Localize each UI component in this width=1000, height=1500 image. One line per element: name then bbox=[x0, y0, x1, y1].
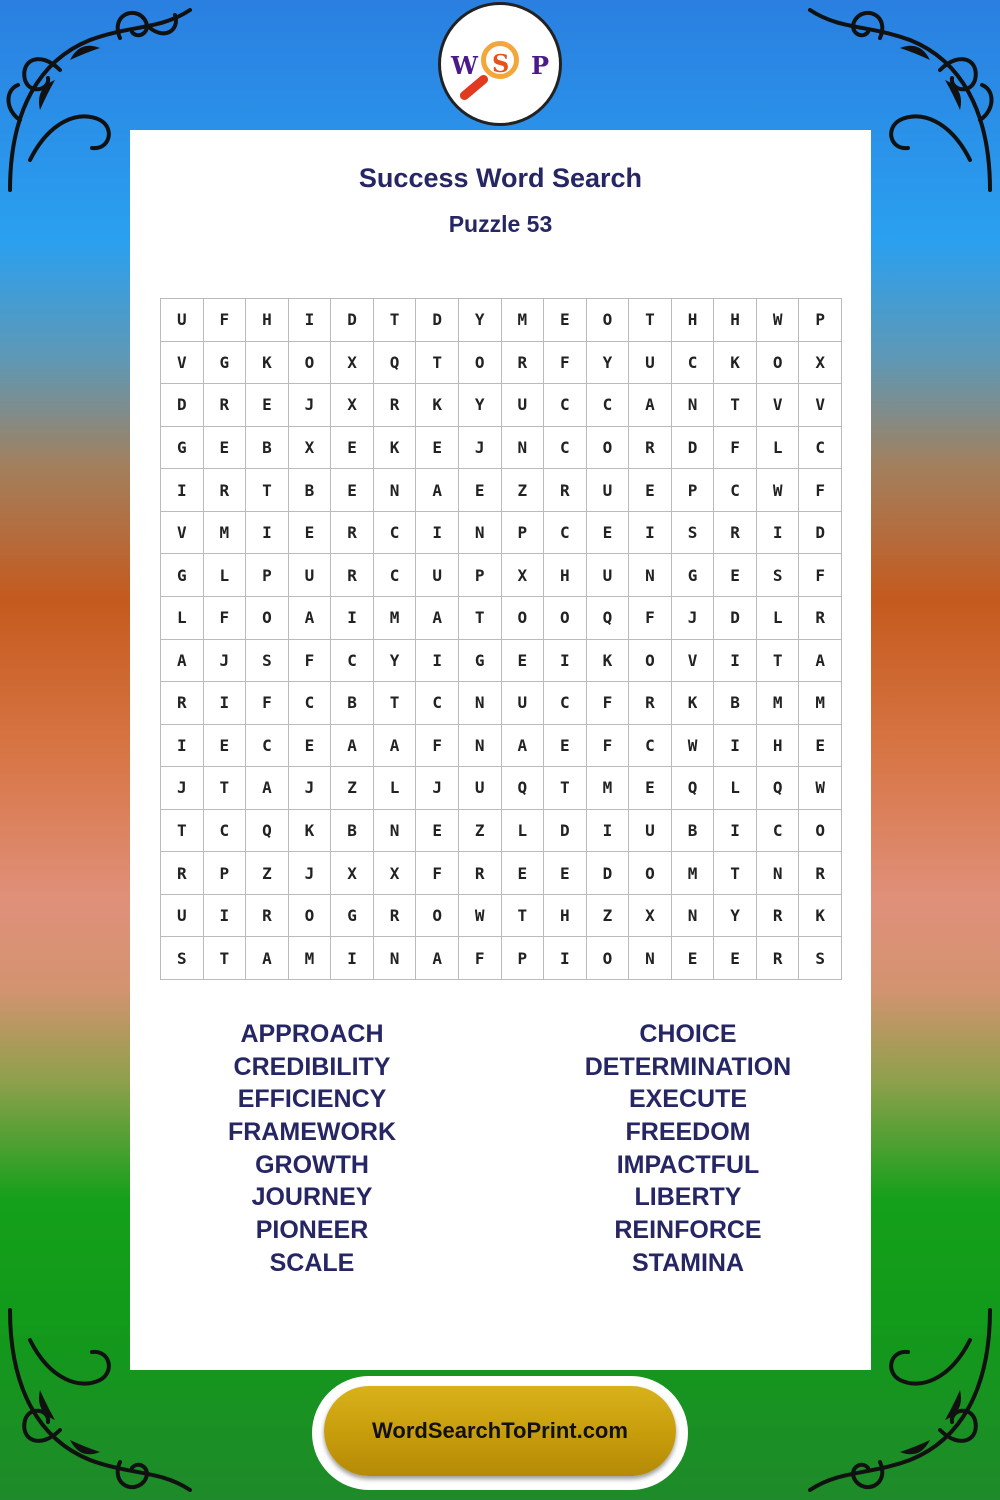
grid-cell[interactable]: C bbox=[544, 512, 587, 555]
grid-cell[interactable]: E bbox=[587, 512, 630, 555]
site-banner bbox=[312, 1376, 688, 1490]
grid-cell[interactable]: R bbox=[204, 384, 247, 427]
grid-cell[interactable]: U bbox=[289, 554, 332, 597]
grid-cell[interactable]: D bbox=[587, 852, 630, 895]
grid-cell[interactable]: B bbox=[331, 682, 374, 725]
grid-cell[interactable]: O bbox=[502, 597, 545, 640]
grid-cell[interactable]: R bbox=[502, 342, 545, 385]
grid-cell[interactable]: H bbox=[757, 725, 800, 768]
grid-cell[interactable]: R bbox=[714, 512, 757, 555]
grid-cell[interactable]: T bbox=[757, 640, 800, 683]
grid-cell[interactable]: U bbox=[587, 469, 630, 512]
grid-cell[interactable]: N bbox=[459, 725, 502, 768]
grid-cell[interactable]: S bbox=[757, 554, 800, 597]
grid-cell[interactable]: N bbox=[459, 512, 502, 555]
grid-cell[interactable]: R bbox=[204, 469, 247, 512]
grid-cell[interactable]: F bbox=[246, 682, 289, 725]
grid-cell[interactable]: N bbox=[672, 384, 715, 427]
grid-cell[interactable]: O bbox=[799, 810, 842, 853]
grid-cell[interactable]: A bbox=[161, 640, 204, 683]
grid-cell[interactable]: H bbox=[672, 299, 715, 342]
grid-cell[interactable]: P bbox=[204, 852, 247, 895]
grid-cell[interactable]: R bbox=[629, 682, 672, 725]
page-title: Success Word Search bbox=[358, 163, 643, 193]
grid-cell[interactable]: G bbox=[331, 895, 374, 938]
grid-cell[interactable]: U bbox=[502, 384, 545, 427]
grid-cell[interactable]: E bbox=[331, 469, 374, 512]
grid-cell[interactable]: I bbox=[714, 725, 757, 768]
grid-cell[interactable]: E bbox=[502, 640, 545, 683]
grid-cell[interactable]: N bbox=[459, 682, 502, 725]
grid-cell[interactable]: C bbox=[374, 554, 417, 597]
grid-cell[interactable]: R bbox=[757, 895, 800, 938]
word-list-item: CHOICE bbox=[639, 1020, 737, 1048]
grid-cell[interactable]: M bbox=[204, 512, 247, 555]
grid-cell[interactable]: X bbox=[331, 384, 374, 427]
grid-cell[interactable]: R bbox=[757, 937, 800, 980]
word-list-item: CREDIBILITY bbox=[233, 1052, 391, 1081]
grid-cell[interactable]: E bbox=[502, 852, 545, 895]
grid-cell[interactable]: T bbox=[502, 895, 545, 938]
grid-cell[interactable]: D bbox=[799, 512, 842, 555]
grid-cell[interactable]: A bbox=[246, 937, 289, 980]
grid-cell[interactable]: J bbox=[289, 767, 332, 810]
grid-cell[interactable]: I bbox=[416, 512, 459, 555]
grid-cell[interactable]: W bbox=[799, 767, 842, 810]
grid-cell[interactable]: E bbox=[629, 469, 672, 512]
grid-cell[interactable]: O bbox=[416, 895, 459, 938]
grid-cell[interactable]: R bbox=[544, 469, 587, 512]
grid-cell[interactable]: Q bbox=[757, 767, 800, 810]
grid-cell[interactable]: C bbox=[246, 725, 289, 768]
grid-cell[interactable]: T bbox=[416, 342, 459, 385]
grid-cell[interactable]: P bbox=[246, 554, 289, 597]
grid-cell[interactable]: I bbox=[714, 640, 757, 683]
grid-cell[interactable]: I bbox=[246, 512, 289, 555]
grid-cell[interactable]: J bbox=[672, 597, 715, 640]
grid-cell[interactable]: T bbox=[374, 682, 417, 725]
letter-grid[interactable] bbox=[160, 298, 842, 980]
word-list-item: FREEDOM bbox=[625, 1118, 751, 1147]
logo-letter-w: W bbox=[451, 51, 478, 80]
grid-cell[interactable]: U bbox=[161, 895, 204, 938]
grid-cell[interactable]: D bbox=[672, 427, 715, 470]
grid-cell[interactable]: K bbox=[714, 342, 757, 385]
logo-letter-p: P bbox=[531, 51, 550, 80]
grid-cell[interactable]: F bbox=[416, 725, 459, 768]
grid-cell[interactable]: O bbox=[459, 342, 502, 385]
grid-cell[interactable]: I bbox=[331, 597, 374, 640]
grid-cell[interactable]: E bbox=[544, 852, 587, 895]
grid-cell[interactable]: A bbox=[416, 937, 459, 980]
grid-cell[interactable]: O bbox=[587, 299, 630, 342]
grid-cell[interactable]: E bbox=[204, 725, 247, 768]
word-list-item: IMPACTFUL bbox=[616, 1150, 760, 1179]
grid-cell[interactable]: R bbox=[331, 512, 374, 555]
grid-cell[interactable]: Z bbox=[246, 852, 289, 895]
word-list-right bbox=[538, 1018, 838, 1280]
grid-cell[interactable]: K bbox=[416, 384, 459, 427]
grid-cell[interactable]: F bbox=[714, 427, 757, 470]
grid-cell[interactable]: V bbox=[161, 512, 204, 555]
grid-cell[interactable]: G bbox=[459, 640, 502, 683]
grid-cell[interactable]: L bbox=[374, 767, 417, 810]
grid-cell[interactable]: E bbox=[204, 427, 247, 470]
grid-cell[interactable]: F bbox=[629, 597, 672, 640]
grid-cell[interactable]: L bbox=[757, 427, 800, 470]
grid-cell[interactable]: R bbox=[459, 852, 502, 895]
grid-cell[interactable]: D bbox=[544, 810, 587, 853]
grid-cell[interactable]: T bbox=[161, 810, 204, 853]
grid-cell[interactable]: N bbox=[629, 937, 672, 980]
grid-cell[interactable]: X bbox=[289, 427, 332, 470]
grid-cell[interactable]: O bbox=[289, 895, 332, 938]
grid-cell[interactable]: N bbox=[374, 469, 417, 512]
grid-cell[interactable]: U bbox=[416, 554, 459, 597]
grid-cell[interactable]: E bbox=[416, 810, 459, 853]
grid-cell[interactable]: Q bbox=[246, 810, 289, 853]
grid-cell[interactable]: T bbox=[459, 597, 502, 640]
grid-cell[interactable]: H bbox=[714, 299, 757, 342]
grid-cell[interactable]: W bbox=[757, 299, 800, 342]
grid-cell[interactable]: N bbox=[502, 427, 545, 470]
grid-cell[interactable]: B bbox=[246, 427, 289, 470]
grid-cell[interactable]: C bbox=[544, 682, 587, 725]
grid-cell[interactable]: X bbox=[799, 342, 842, 385]
word-list-item: EFFICIENCY bbox=[237, 1085, 387, 1114]
grid-cell[interactable]: I bbox=[204, 895, 247, 938]
grid-cell[interactable]: N bbox=[374, 937, 417, 980]
grid-cell[interactable]: F bbox=[204, 299, 247, 342]
grid-cell[interactable]: I bbox=[289, 299, 332, 342]
grid-cell[interactable]: A bbox=[289, 597, 332, 640]
grid-cell[interactable]: M bbox=[289, 937, 332, 980]
word-list-item: LIBERTY bbox=[634, 1183, 742, 1212]
grid-cell[interactable]: W bbox=[459, 895, 502, 938]
grid-cell[interactable]: P bbox=[799, 299, 842, 342]
grid-cell[interactable]: A bbox=[374, 725, 417, 768]
grid-cell[interactable]: I bbox=[416, 640, 459, 683]
grid-cell[interactable]: Q bbox=[672, 767, 715, 810]
grid-cell[interactable]: Z bbox=[459, 810, 502, 853]
grid-cell[interactable]: X bbox=[331, 852, 374, 895]
grid-cell[interactable]: O bbox=[246, 597, 289, 640]
grid-cell[interactable]: F bbox=[204, 597, 247, 640]
grid-cell[interactable]: H bbox=[246, 299, 289, 342]
grid-cell[interactable]: R bbox=[161, 852, 204, 895]
grid-cell[interactable]: K bbox=[799, 895, 842, 938]
grid-cell[interactable]: C bbox=[204, 810, 247, 853]
grid-cell[interactable]: Y bbox=[587, 342, 630, 385]
grid-cell[interactable]: J bbox=[204, 640, 247, 683]
grid-cell[interactable]: U bbox=[629, 810, 672, 853]
grid-cell[interactable]: D bbox=[714, 597, 757, 640]
grid-cell[interactable]: O bbox=[587, 427, 630, 470]
word-list-item: PIONEER bbox=[255, 1216, 369, 1245]
grid-cell[interactable]: Y bbox=[714, 895, 757, 938]
grid-cell[interactable]: J bbox=[161, 767, 204, 810]
grid-cell[interactable]: Y bbox=[459, 299, 502, 342]
grid-cell[interactable]: R bbox=[161, 682, 204, 725]
grid-cell[interactable]: I bbox=[757, 512, 800, 555]
grid-cell[interactable]: I bbox=[587, 810, 630, 853]
grid-cell[interactable]: L bbox=[502, 810, 545, 853]
grid-cell[interactable]: X bbox=[502, 554, 545, 597]
grid-cell[interactable]: E bbox=[544, 299, 587, 342]
grid-cell[interactable]: C bbox=[799, 427, 842, 470]
grid-cell[interactable]: J bbox=[289, 852, 332, 895]
grid-cell[interactable]: N bbox=[629, 554, 672, 597]
grid-cell[interactable]: Z bbox=[502, 469, 545, 512]
grid-cell[interactable]: M bbox=[672, 852, 715, 895]
grid-cell[interactable]: S bbox=[246, 640, 289, 683]
grid-cell[interactable]: E bbox=[672, 937, 715, 980]
grid-cell[interactable]: P bbox=[502, 512, 545, 555]
grid-cell[interactable]: U bbox=[161, 299, 204, 342]
grid-cell[interactable]: T bbox=[714, 852, 757, 895]
grid-cell[interactable]: A bbox=[416, 597, 459, 640]
grid-cell[interactable]: K bbox=[289, 810, 332, 853]
grid-cell[interactable]: N bbox=[374, 810, 417, 853]
grid-cell[interactable]: O bbox=[757, 342, 800, 385]
grid-cell[interactable]: K bbox=[672, 682, 715, 725]
grid-cell[interactable]: E bbox=[289, 512, 332, 555]
site-link[interactable]: WordSearchToPrint.com bbox=[324, 1386, 676, 1476]
grid-cell[interactable]: G bbox=[672, 554, 715, 597]
grid-cell[interactable]: G bbox=[204, 342, 247, 385]
grid-cell[interactable]: C bbox=[544, 384, 587, 427]
grid-cell[interactable]: N bbox=[672, 895, 715, 938]
grid-cell[interactable]: R bbox=[374, 895, 417, 938]
grid-cell[interactable]: B bbox=[672, 810, 715, 853]
grid-cell[interactable]: W bbox=[672, 725, 715, 768]
grid-cell[interactable]: S bbox=[161, 937, 204, 980]
grid-cell[interactable]: S bbox=[799, 937, 842, 980]
grid-cell[interactable]: E bbox=[459, 469, 502, 512]
grid-cell[interactable]: C bbox=[587, 384, 630, 427]
grid-cell[interactable]: T bbox=[629, 299, 672, 342]
grid-cell[interactable]: E bbox=[289, 725, 332, 768]
grid-cell[interactable]: K bbox=[374, 427, 417, 470]
grid-cell[interactable]: C bbox=[714, 469, 757, 512]
grid-cell[interactable]: C bbox=[331, 640, 374, 683]
word-list-item: SCALE bbox=[269, 1248, 355, 1277]
grid-cell[interactable]: E bbox=[544, 725, 587, 768]
grid-cell[interactable]: F bbox=[459, 937, 502, 980]
grid-cell[interactable]: A bbox=[416, 469, 459, 512]
grid-cell[interactable]: R bbox=[799, 852, 842, 895]
grid-cell[interactable]: H bbox=[544, 554, 587, 597]
grid-cell[interactable]: F bbox=[587, 725, 630, 768]
grid-cell[interactable]: Y bbox=[459, 384, 502, 427]
grid-cell[interactable]: H bbox=[544, 895, 587, 938]
grid-cell[interactable]: U bbox=[587, 554, 630, 597]
word-list-left bbox=[162, 1018, 462, 1280]
word-list-item: APPROACH bbox=[240, 1020, 384, 1048]
grid-cell[interactable]: I bbox=[544, 937, 587, 980]
grid-cell[interactable]: T bbox=[204, 937, 247, 980]
grid-cell[interactable]: C bbox=[544, 427, 587, 470]
grid-cell[interactable]: R bbox=[799, 597, 842, 640]
grid-cell[interactable]: I bbox=[544, 640, 587, 683]
grid-cell[interactable]: O bbox=[629, 852, 672, 895]
word-list-item: JOURNEY bbox=[251, 1183, 373, 1212]
grid-cell[interactable]: X bbox=[374, 852, 417, 895]
grid-cell[interactable]: F bbox=[416, 852, 459, 895]
grid-cell[interactable]: P bbox=[502, 937, 545, 980]
grid-cell[interactable]: T bbox=[246, 469, 289, 512]
grid-cell[interactable]: U bbox=[459, 767, 502, 810]
grid-cell[interactable]: J bbox=[416, 767, 459, 810]
logo-letter-s: S bbox=[492, 49, 510, 78]
grid-cell[interactable]: K bbox=[587, 640, 630, 683]
grid-cell[interactable]: I bbox=[629, 512, 672, 555]
grid-cell[interactable]: L bbox=[757, 597, 800, 640]
grid-cell[interactable]: U bbox=[502, 682, 545, 725]
grid-cell[interactable]: T bbox=[714, 384, 757, 427]
grid-cell[interactable]: S bbox=[672, 512, 715, 555]
grid-cell[interactable]: R bbox=[374, 384, 417, 427]
word-list-item: REINFORCE bbox=[614, 1216, 762, 1245]
grid-cell[interactable]: E bbox=[629, 767, 672, 810]
grid-cell[interactable]: Q bbox=[502, 767, 545, 810]
grid-cell[interactable]: F bbox=[544, 342, 587, 385]
puzzle-number: Puzzle 53 bbox=[448, 211, 553, 237]
word-list-item: GROWTH bbox=[255, 1150, 369, 1179]
grid-cell[interactable]: C bbox=[629, 725, 672, 768]
grid-cell[interactable]: V bbox=[757, 384, 800, 427]
word-list-item: STAMINA bbox=[631, 1248, 745, 1277]
grid-cell[interactable]: O bbox=[587, 937, 630, 980]
grid-cell[interactable]: T bbox=[374, 299, 417, 342]
grid-cell[interactable]: D bbox=[416, 299, 459, 342]
grid-cell[interactable]: U bbox=[629, 342, 672, 385]
word-list-item: EXECUTE bbox=[628, 1085, 748, 1114]
grid-cell[interactable]: A bbox=[799, 640, 842, 683]
grid-cell[interactable]: T bbox=[204, 767, 247, 810]
grid-cell[interactable]: F bbox=[587, 682, 630, 725]
grid-cell[interactable]: M bbox=[374, 597, 417, 640]
grid-cell[interactable]: E bbox=[331, 427, 374, 470]
grid-cell[interactable]: E bbox=[416, 427, 459, 470]
grid-cell[interactable]: Z bbox=[331, 767, 374, 810]
grid-cell[interactable]: O bbox=[629, 640, 672, 683]
grid-cell[interactable]: M bbox=[502, 299, 545, 342]
grid-cell[interactable]: E bbox=[246, 384, 289, 427]
grid-cell[interactable]: A bbox=[246, 767, 289, 810]
grid-cell[interactable]: G bbox=[161, 427, 204, 470]
grid-cell[interactable]: L bbox=[714, 767, 757, 810]
grid-cell[interactable]: D bbox=[331, 299, 374, 342]
grid-cell[interactable]: N bbox=[757, 852, 800, 895]
grid-cell[interactable]: R bbox=[246, 895, 289, 938]
grid-cell[interactable]: R bbox=[331, 554, 374, 597]
grid-cell[interactable]: K bbox=[246, 342, 289, 385]
grid-cell[interactable]: J bbox=[459, 427, 502, 470]
grid-cell[interactable]: L bbox=[204, 554, 247, 597]
grid-cell[interactable]: C bbox=[374, 512, 417, 555]
grid-cell[interactable]: C bbox=[416, 682, 459, 725]
grid-cell[interactable]: Q bbox=[587, 597, 630, 640]
grid-cell[interactable]: O bbox=[289, 342, 332, 385]
grid-cell[interactable]: P bbox=[672, 469, 715, 512]
grid-cell[interactable]: I bbox=[161, 725, 204, 768]
grid-cell[interactable]: F bbox=[799, 469, 842, 512]
grid-cell[interactable]: E bbox=[714, 554, 757, 597]
grid-cell[interactable]: T bbox=[544, 767, 587, 810]
puzzle-card bbox=[130, 130, 871, 1370]
grid-cell[interactable]: C bbox=[757, 810, 800, 853]
grid-cell[interactable]: V bbox=[672, 640, 715, 683]
grid-cell[interactable]: X bbox=[331, 342, 374, 385]
grid-cell[interactable]: E bbox=[799, 725, 842, 768]
grid-cell[interactable]: D bbox=[161, 384, 204, 427]
grid-cell[interactable]: V bbox=[161, 342, 204, 385]
grid-cell[interactable]: Q bbox=[374, 342, 417, 385]
grid-cell[interactable]: O bbox=[544, 597, 587, 640]
grid-cell[interactable]: I bbox=[204, 682, 247, 725]
grid-cell[interactable]: M bbox=[757, 682, 800, 725]
grid-cell[interactable]: P bbox=[459, 554, 502, 597]
grid-cell[interactable]: R bbox=[629, 427, 672, 470]
wsp-logo[interactable] bbox=[438, 2, 562, 126]
grid-cell[interactable]: M bbox=[587, 767, 630, 810]
grid-cell[interactable]: I bbox=[714, 810, 757, 853]
word-list-item: DETERMINATION bbox=[584, 1052, 792, 1081]
grid-cell[interactable]: A bbox=[629, 384, 672, 427]
grid-cell[interactable]: M bbox=[799, 682, 842, 725]
grid-cell[interactable]: C bbox=[289, 682, 332, 725]
grid-cell[interactable]: Z bbox=[587, 895, 630, 938]
grid-cell[interactable]: F bbox=[799, 554, 842, 597]
grid-cell[interactable]: I bbox=[331, 937, 374, 980]
grid-cell[interactable]: X bbox=[629, 895, 672, 938]
grid-cell[interactable]: V bbox=[799, 384, 842, 427]
grid-cell[interactable]: E bbox=[714, 937, 757, 980]
grid-cell[interactable]: I bbox=[161, 469, 204, 512]
word-list-item: FRAMEWORK bbox=[227, 1118, 397, 1147]
grid-cell[interactable]: G bbox=[161, 554, 204, 597]
grid-cell[interactable]: A bbox=[331, 725, 374, 768]
grid-cell[interactable]: J bbox=[289, 384, 332, 427]
grid-cell[interactable]: C bbox=[672, 342, 715, 385]
grid-cell[interactable]: B bbox=[289, 469, 332, 512]
grid-cell[interactable]: B bbox=[331, 810, 374, 853]
grid-cell[interactable]: A bbox=[502, 725, 545, 768]
grid-cell[interactable]: F bbox=[289, 640, 332, 683]
grid-cell[interactable]: B bbox=[714, 682, 757, 725]
grid-cell[interactable]: W bbox=[757, 469, 800, 512]
grid-cell[interactable]: L bbox=[161, 597, 204, 640]
grid-cell[interactable]: Y bbox=[374, 640, 417, 683]
